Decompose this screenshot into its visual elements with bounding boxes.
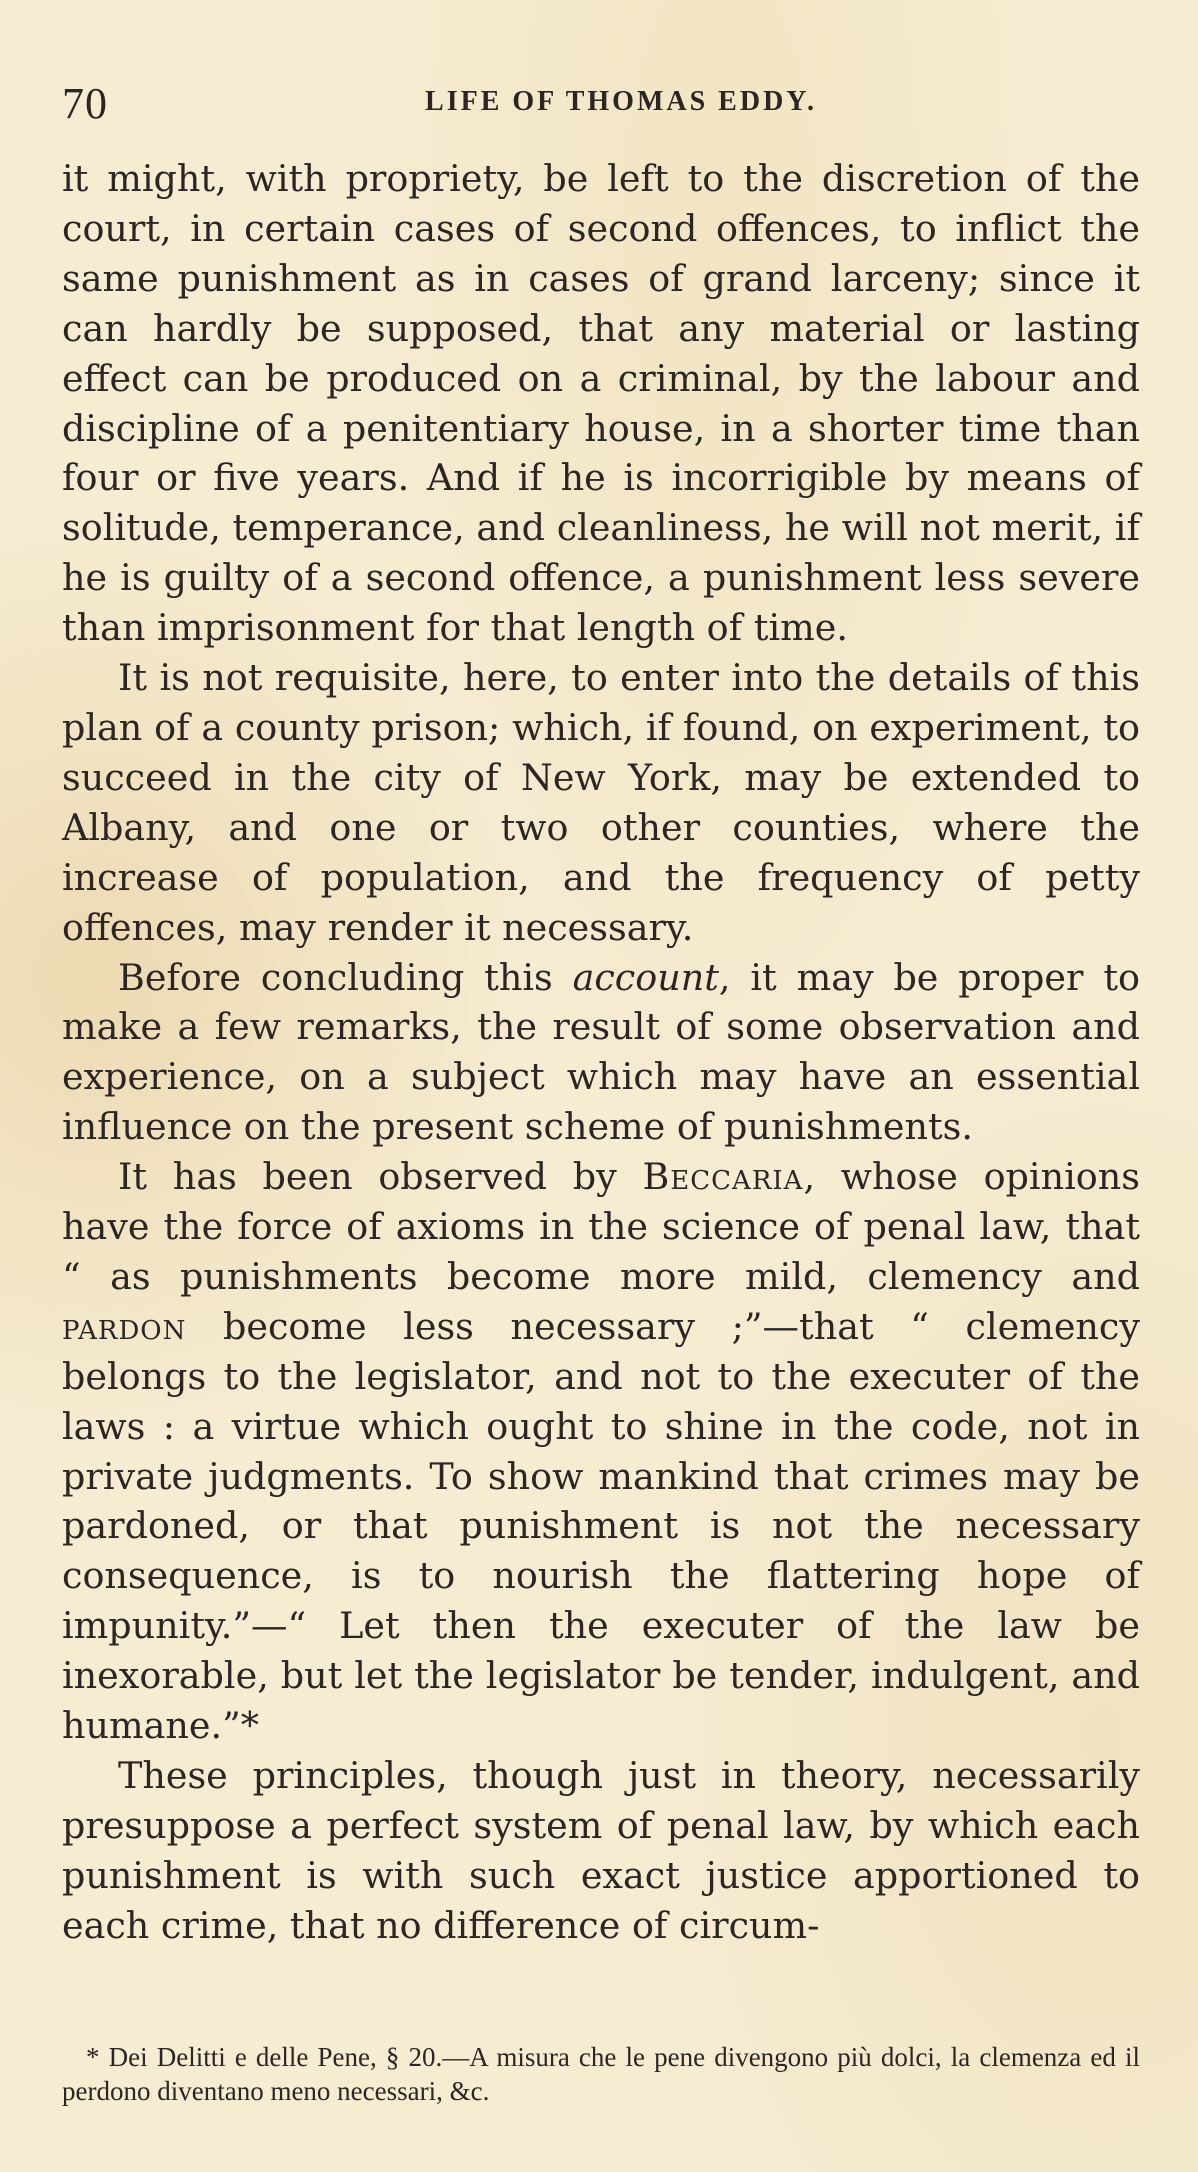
- paragraph-3-end: , it may be proper to make a few remarks, the result of some observation and experience, on a subject which may have an essential influence on the present scheme of punishments.: [62, 955, 1140, 1149]
- paragraph-4-middle: , whose opinions have the force of axioms in the science of penal law, that “ as punishments become more mild, clemency and: [62, 1155, 1140, 1298]
- pardon-word: pardon: [62, 1304, 187, 1348]
- paragraph-3: [62, 953, 1140, 1153]
- beccaria-name: Beccaria: [642, 1155, 804, 1199]
- paragraph-4-start: It has been observed by: [118, 1155, 643, 1199]
- paragraph-5: These principles, though just in theory, necessarily presuppose a perfect system of penal law, by which each punishment is with such exact justice apportioned to each crime, that no difference of circum-: [62, 1754, 1140, 1947]
- paragraph-4: [62, 1152, 1140, 1751]
- paragraph-2: It is not requisite, here, to enter into the details of this plan of a county prison; which, if found, on experiment, to succeed in the city of New York, may be extended to Albany, and one or two other counties, where the increase of population, and the frequency of petty offences, may render it necessary.: [62, 656, 1140, 949]
- footnote: * Dei Delitti e delle Pene, § 20.—A misura che le pene divengono più dolci, la clemenza ed il perdono diventano meno necessari, &c.: [62, 2042, 1140, 2106]
- page-header: [62, 78, 1140, 138]
- italic-account: account: [572, 955, 719, 999]
- page-number: 70: [62, 79, 108, 128]
- page-body: [62, 146, 1140, 1951]
- paragraph-1: it might, with propriety, be left to the discretion of the court, in certain cases of second offences, to inflict the same punishment as in cases of grand larceny; since it can hardly be supposed, that any material or lasting effect can be produced on a criminal, by the labour and discipline of a penitentiary house, in a shorter time than four or five years. And if he is incorrigible by means of solitude, temperance, and cleanliness, he will not merit, if he is guilty of a second offence, a punishment less severe than imprisonment for that length of time.: [62, 157, 1140, 650]
- paragraph-4-end: become less necessary ;”—that “ clemency belongs to the legislator, and not to the executer of the laws : a virtue which ought to shine in the code, not in private judgments. To show mankind that crimes may be pardoned, or that punishment is not the necessary consequence, is to nourish the flattering hope of impunity.”—“ Let then the executer of the law be inexorable, but let the legislator be tender, indulgent, and humane.”*: [62, 1304, 1140, 1748]
- paragraph-3-start: Before concluding this: [118, 955, 573, 999]
- running-head: LIFE OF THOMAS EDDY.: [425, 86, 817, 117]
- body-text: [62, 154, 1140, 1951]
